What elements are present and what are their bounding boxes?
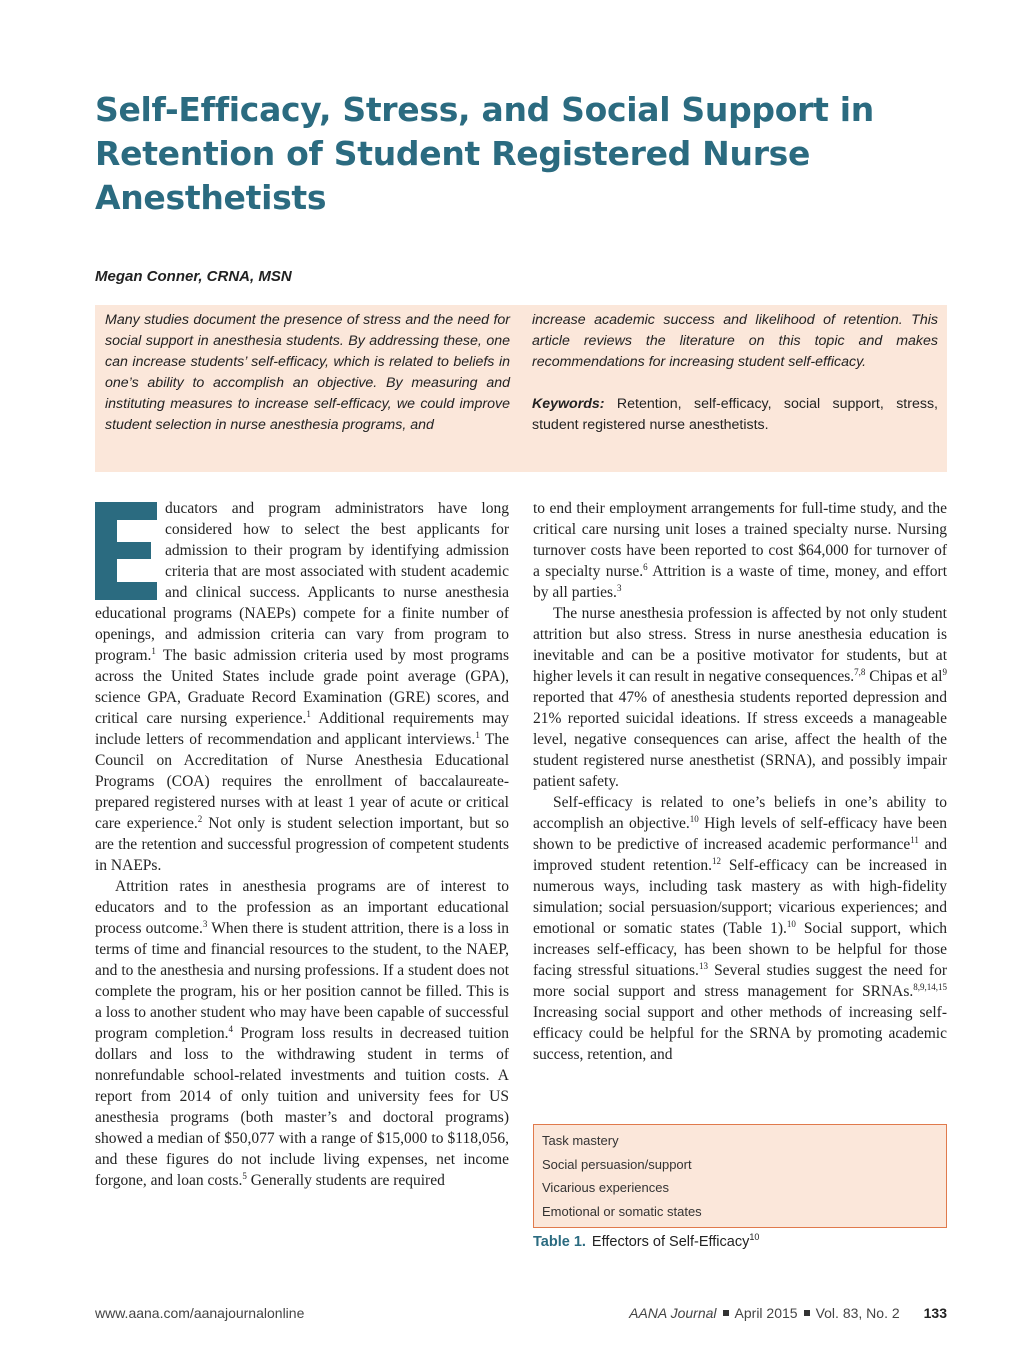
table-caption-ref: 10 [749,1232,760,1242]
body-right-column [533,498,947,1065]
table-row: Vicarious experiences [542,1180,669,1195]
body-paragraph: Attrition rates in anesthesia programs are of interest to educators and to the profession as an important educational process outcome.$^3$ When there is student attrition, there is a loss in terms of time and financial resources to the student, to the NAEP, and to the anesthesia and nursing professions. If a student does not complete the program, his or her position cannot be filled. This is a loss to another student who may have been capable of successful program completion.$^4$ Program loss results in decreased tuition dollars and loss to the withdrawing student in terms of nonrefundable school-related investments and tuition costs. A report from 2014 of only tuition and university fees for US anesthesia programs (both master’s and doctoral programs) showed a median of $50,077 with a range of $15,000 to $118,056, and these figures do not include living expenses, net income forgone, and loan costs.$^5$ Generally students are required [95,878,510,1189]
article-title: Self-Efficacy, Stress, and Social Support in Retention of Student Registered Nurse Anesthetists [95,90,874,217]
table-row: Task mastery [542,1133,619,1148]
square-bullet-icon [723,1310,729,1316]
page-number: 133 [923,1305,947,1321]
body-paragraph: ducators and program administrators have long considered how to select the best applicants for admission to their program by identifying admission criteria that are most associated with student academic and clinical success. Applicants to nurse anesthesia educational programs (NAEPs) compete for a finite number of openings, and admission criteria can vary from program to program.$^1$ The basic admission criteria used by most programs across the United States include grade point average (GPA), science GPA, Graduate Record Examination (GRE) scores, and critical care nursing experience.$^1$ Additional requirements may include letters of recommendation and applicant interviews.$^1$ The Council on Accreditation of Nurse Anesthesia Educational Programs (COA) requires the enrollment of baccalaureate-prepared registered nurses with at least 1 year of acute or critical care experience.$^2$ Not only is student selection important, but so are the retention and successful progression of competent students in NAEPs. [95,500,509,874]
table-row: Emotional or somatic states [542,1203,702,1219]
footer-volume: Vol. 83, No. 2 [815,1305,900,1321]
footer-citation [629,1305,947,1321]
body-paragraph: Self-efficacy is related to one’s beliefs in one’s ability to accomplish an objective.$^{10}$ High levels of self-efficacy have been shown to be predictive of increased academic performance$^{11}$ and improved student retention.$^{12}$ Self-efficacy can be increased in numerous ways, including task mastery as with high-fidelity simulation; social persuasion/support; vicarious experiences; and emotional or somatic states (Table 1).$^{10}$ Social support, which increases self-efficacy, has been shown to be helpful for those facing stressful situations.$^{13}$ Several studies suggest the need for more social support and stress management for SRNAs.$^{8,9,14,15}$ Increasing social support and other methods of increasing self-efficacy could be helpful for the SRNA by promoting academic success, retention, and [533,794,948,1063]
drop-cap-e [95,502,157,600]
table-caption-label: Table 1. [533,1234,586,1250]
body-paragraph: The nurse anesthesia profession is affected by not only student attrition but also stress. Stress in nurse anesthesia education is inevitable and can be a positive motivator for students, but at higher levels it can result in negative consequences.$^{7,8}$ Chipas et $al^9$ reported that 47% of anesthesia students reported depression and 21% reported suicidal ideations. If stress exceeds a manageable level, negative consequences can arise, affect the health of the student registered nurse anesthetist (SRNA), and possibly impair patient safety. [533,605,947,790]
table-caption [533,1234,759,1250]
footer-url[interactable]: www.aana.com/aanajournalonline [95,1305,305,1321]
keywords-line [532,394,938,436]
keywords-text: Retention, self-efficacy, social support, stress, student registered nurse anesthetists. [532,396,938,433]
table-row: Social persuasion/support [542,1156,692,1172]
table-caption-text: Effectors of Self-Efficacy [591,1234,750,1250]
abstract-continuation: increase academic success and likelihood of retention. This article reviews the literature on this topic and makes recommendations for increasing student self-efficacy. [532,312,938,370]
abstract-right-column [532,310,938,436]
table-1 [533,1124,947,1228]
abstract-left-column: Many studies document the presence of stress and the need for social support in anesthesia students. By addressing these, one can increase students’ self-efficacy, which is related to beliefs in one’s ability to accomplish an objective. By measuring and instituting measures to increase self-efficacy, we could improve student selection in nurse anesthesia programs, and [105,312,510,433]
body-left-column [95,498,509,1191]
abstract-box [95,305,947,472]
square-bullet-icon [804,1310,810,1316]
body-paragraph: to end their employment arrangements for full-time study, and the critical care nursing unit loses a trained specialty nurse. Nursing turnover costs have been reported to cost $64,000 for turnover of a specialty nurse.$^6$ Attrition is a waste of time, money, and effort by all parties.$^3$ [533,500,947,601]
footer-date: April 2015 [734,1305,798,1321]
keywords-label: Keywords: [532,396,605,412]
author-byline: Megan Conner, CRNA, MSN [95,268,292,285]
footer-journal: AANA Journal [629,1305,717,1321]
